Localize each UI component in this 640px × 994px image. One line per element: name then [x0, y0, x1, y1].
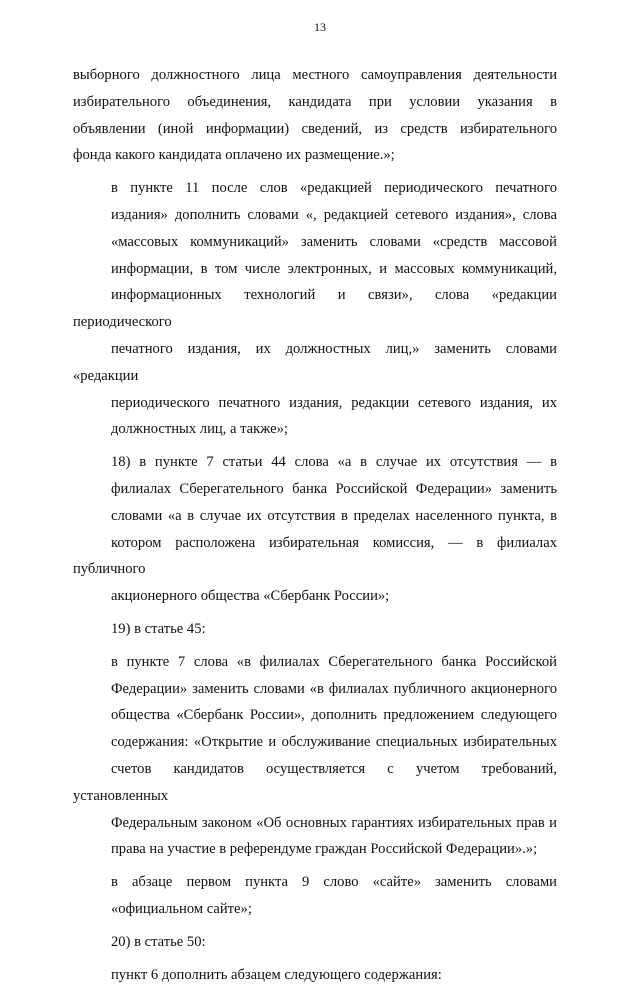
- text-line: «массовых коммуникаций» заменить словами «средств массовой: [111, 233, 557, 250]
- text-line: в пункте 7 слова «в филиалах Сберегательного банка Российской: [111, 653, 557, 670]
- paragraph: [73, 929, 557, 956]
- paragraph: [73, 62, 557, 169]
- paragraph: [73, 449, 557, 610]
- text-line: Федеральным законом «Об основных гарантиях избирательных прав и: [111, 814, 557, 831]
- text-line: печатного издания, их должностных лиц,» заменить словами «редакции: [73, 340, 557, 384]
- text-line: Федерации» заменить словами «в филиалах публичного акционерного: [111, 680, 557, 697]
- paragraph: [73, 869, 557, 923]
- text-line: содержания: «Открытие и обслуживание специальных избирательных: [111, 734, 557, 751]
- text-line: 18) в пункте 7 статьи 44 слова «а в случае их отсутствия — в: [111, 454, 557, 471]
- text-line: 20) в статье 50:: [111, 933, 206, 950]
- paragraph: [73, 649, 557, 863]
- text-line: периодического печатного издания, редакции сетевого издания, их: [111, 394, 557, 411]
- text-line: в абзаце первом пункта 9 слово «сайте» заменить словами: [111, 874, 557, 891]
- text-line: в пункте 11 после слов «редакцией периодического печатного: [111, 180, 557, 197]
- text-line: информационных технологий и связи», слова «редакции периодического: [73, 287, 557, 331]
- text-line: информации, в том числе электронных, и массовых коммуникаций,: [111, 260, 557, 277]
- text-line: должностных лиц, а также»;: [111, 421, 288, 438]
- text-line: котором расположена избирательная комиссия, — в филиалах публичного: [73, 534, 557, 578]
- text-line: объявлении (иной информации) сведений, из средств избирательного: [73, 120, 557, 137]
- document-body: [73, 62, 557, 994]
- text-line: избирательного объединения, кандидата при условии указания в: [73, 93, 557, 110]
- text-line: фонда какого кандидата оплачено их размещение.»;: [73, 147, 395, 164]
- text-line: счетов кандидатов осуществляется с учетом требований, установленных: [73, 760, 557, 804]
- text-line: выборного должностного лица местного самоуправления деятельности: [73, 67, 557, 83]
- text-line: общества «Сбербанк России», дополнить предложением следующего: [111, 707, 557, 724]
- text-line: акционерного общества «Сбербанк России»;: [111, 588, 390, 605]
- page-number: 13: [314, 20, 326, 34]
- paragraph: [73, 616, 557, 643]
- text-line: «официальном сайте»;: [111, 900, 252, 917]
- text-line: словами «а в случае их отсутствия в пределах населенного пункта, в: [111, 507, 557, 524]
- text-line: права на участие в референдуме граждан Российской Федерации».»;: [111, 841, 538, 858]
- text-line: пункт 6 дополнить абзацем следующего содержания:: [111, 966, 442, 983]
- text-line: филиалах Сберегательного банка Российской Федерации» заменить: [111, 480, 557, 497]
- paragraph: [73, 175, 557, 443]
- text-line: 19) в статье 45:: [111, 620, 206, 637]
- text-line: издания» дополнить словами «, редакцией сетевого издания», слова: [111, 206, 557, 223]
- paragraph: [73, 962, 557, 989]
